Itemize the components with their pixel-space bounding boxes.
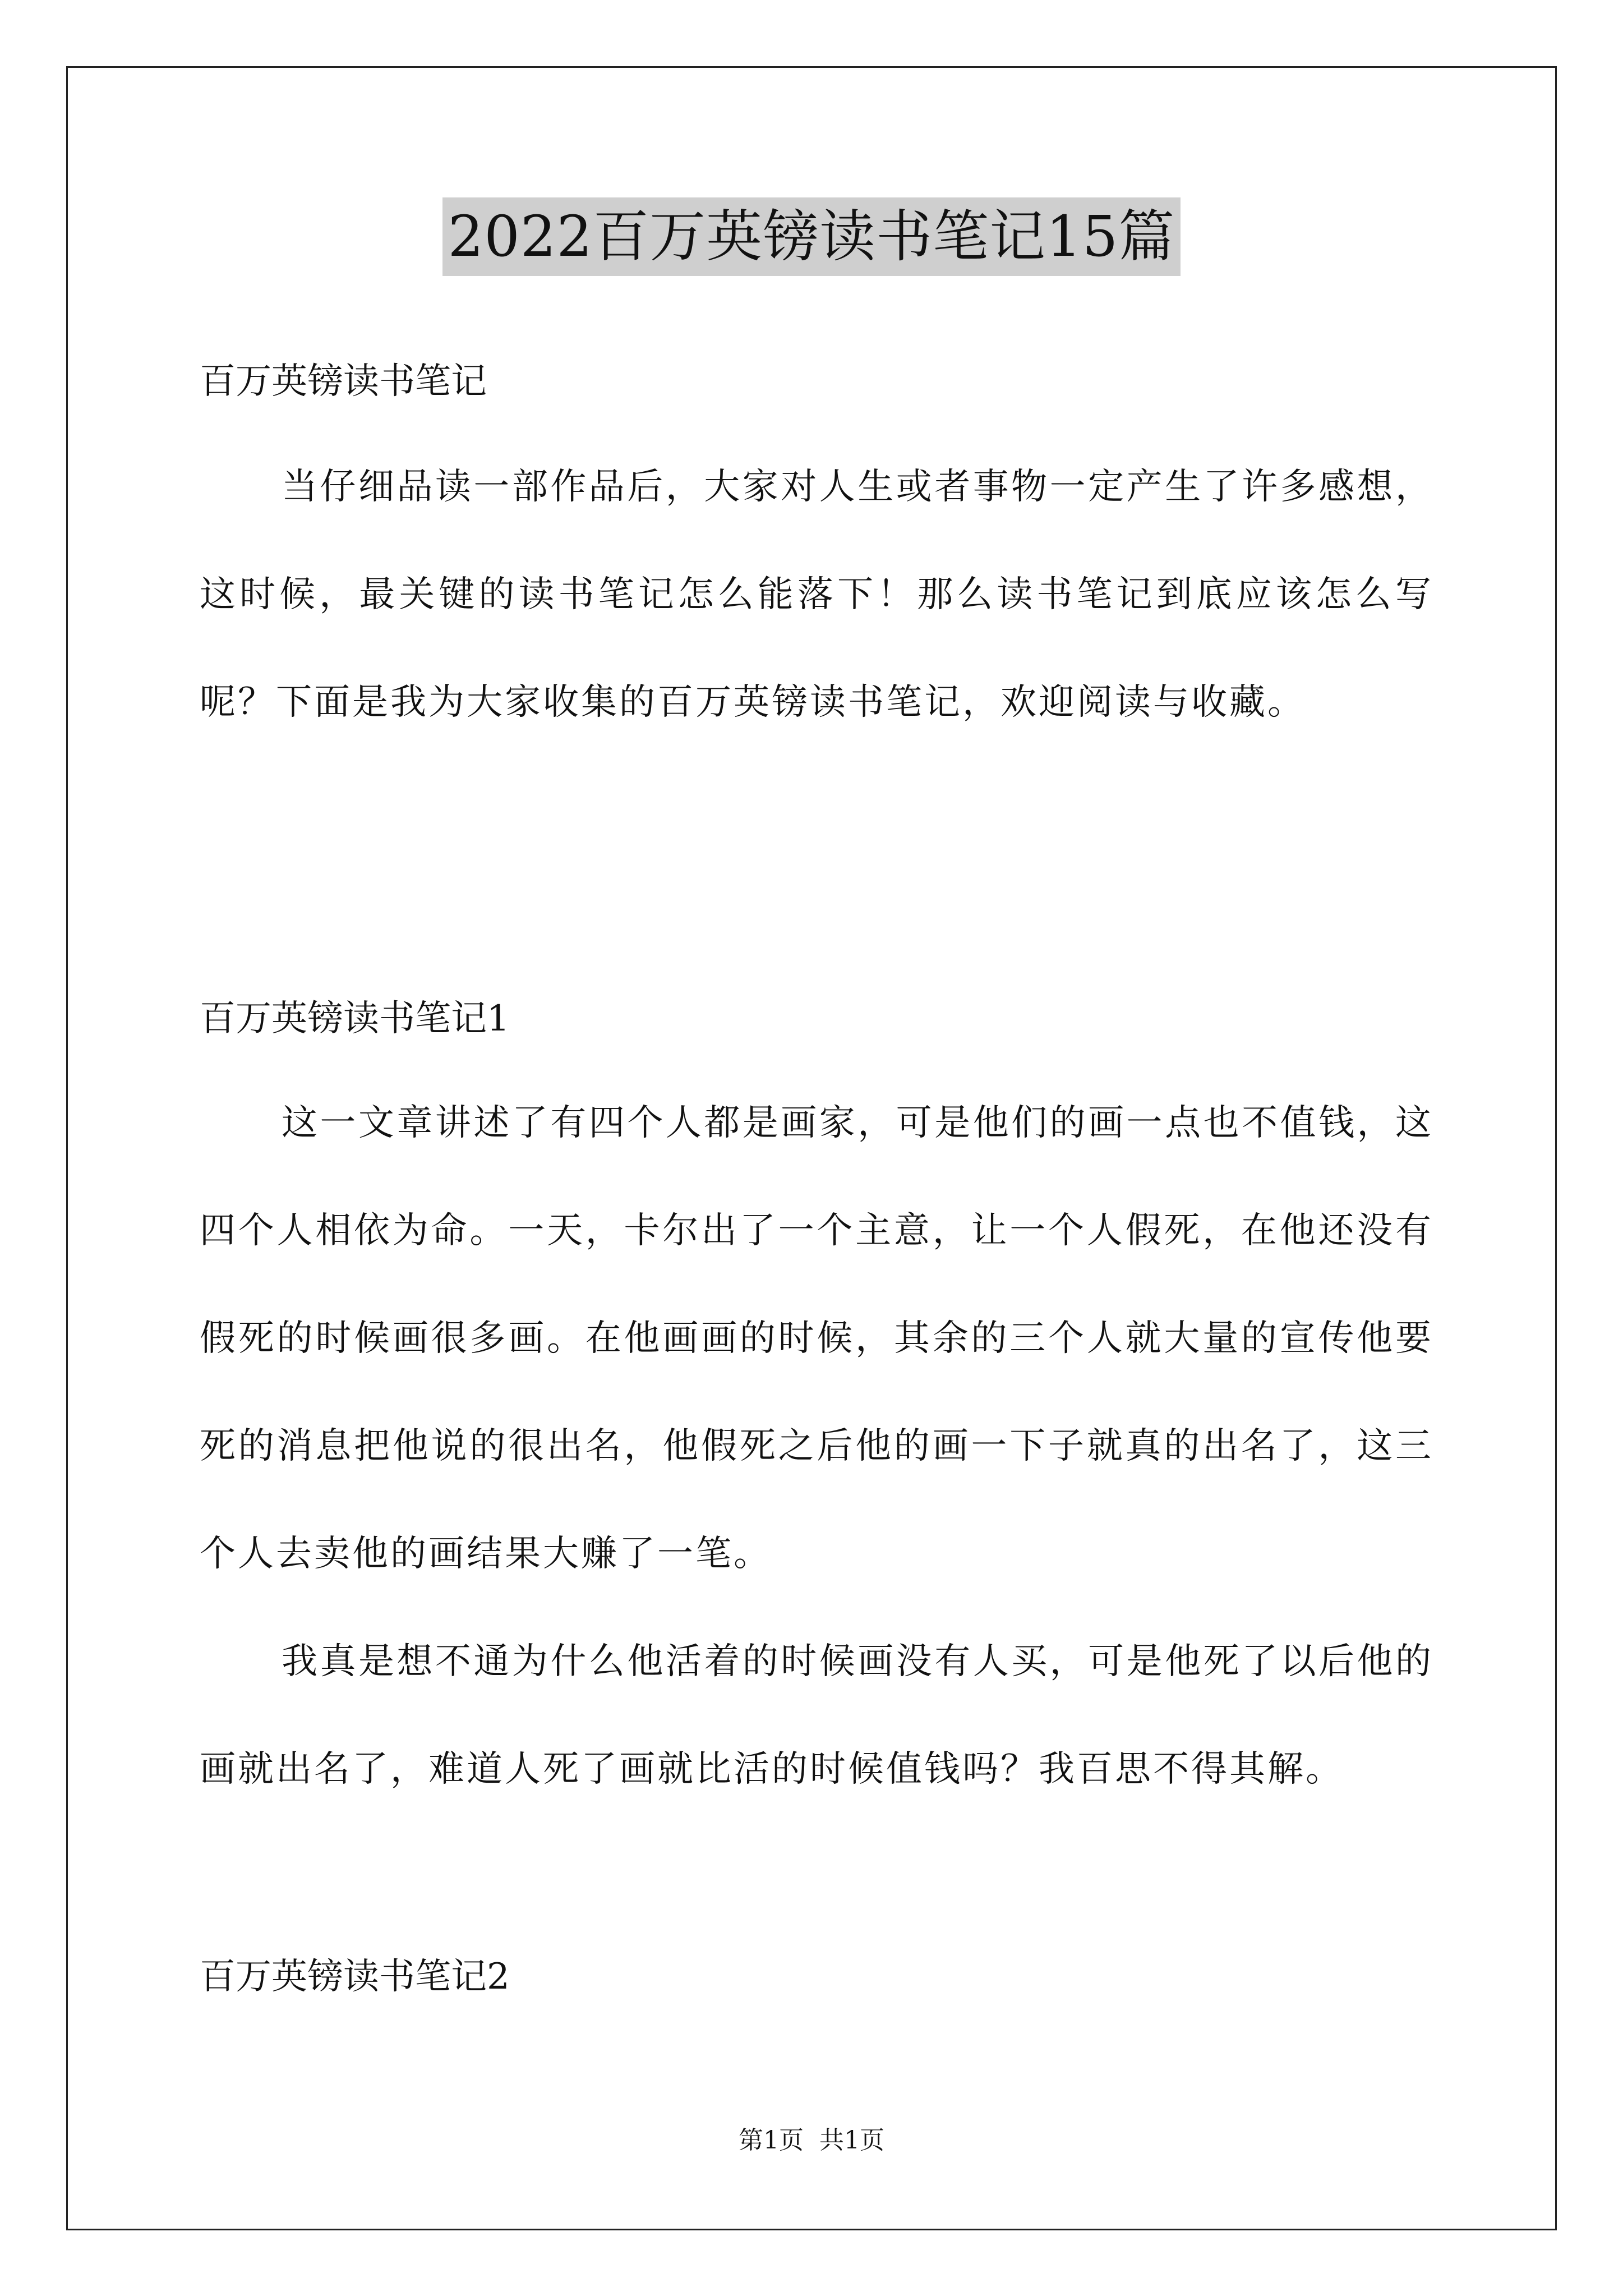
page-number-label: 第1页 (739, 2126, 804, 2155)
page-footer (0, 2124, 1623, 2157)
section1-paragraph-1: 这一文章讲述了有四个人都是画家，可是他们的画一点也不值钱，这四个人相依为命。一天，卡尔出了一个主意，让一个人假死，在他还没有假死的时候画很多画。在他画画的时候，其余的三个人就大量的宣传他要死的消息把他说的很出名，他假死之后他的画一下子就真的出名了，这三个人去卖他的画结果大赚了一笔。 (200, 1102, 1433, 1575)
section1-paragraph-2: 我真是想不通为什么他活着的时候画没有人买，可是他死了以后他的画就出名了，难道人死了画就比活的时候值钱吗？我百思不得其解。 (200, 1641, 1433, 1790)
title-container (0, 197, 1623, 276)
page-total-label: 共1页 (819, 2126, 884, 2155)
document-title: 2022百万英镑读书笔记15篇 (442, 197, 1181, 276)
section1-heading: 百万英镑读书笔记1 (200, 998, 510, 1039)
intro-heading: 百万英镑读书笔记 (200, 361, 487, 402)
intro-paragraph: 当仔细品读一部作品后，大家对人生或者事物一定产生了许多感想，这时候，最关键的读书笔记怎么能落下！那么读书笔记到底应该怎么写呢？下面是我为大家收集的百万英镑读书笔记，欢迎阅读与收藏。 (200, 466, 1433, 723)
section2-heading: 百万英镑读书笔记2 (200, 1956, 510, 1998)
